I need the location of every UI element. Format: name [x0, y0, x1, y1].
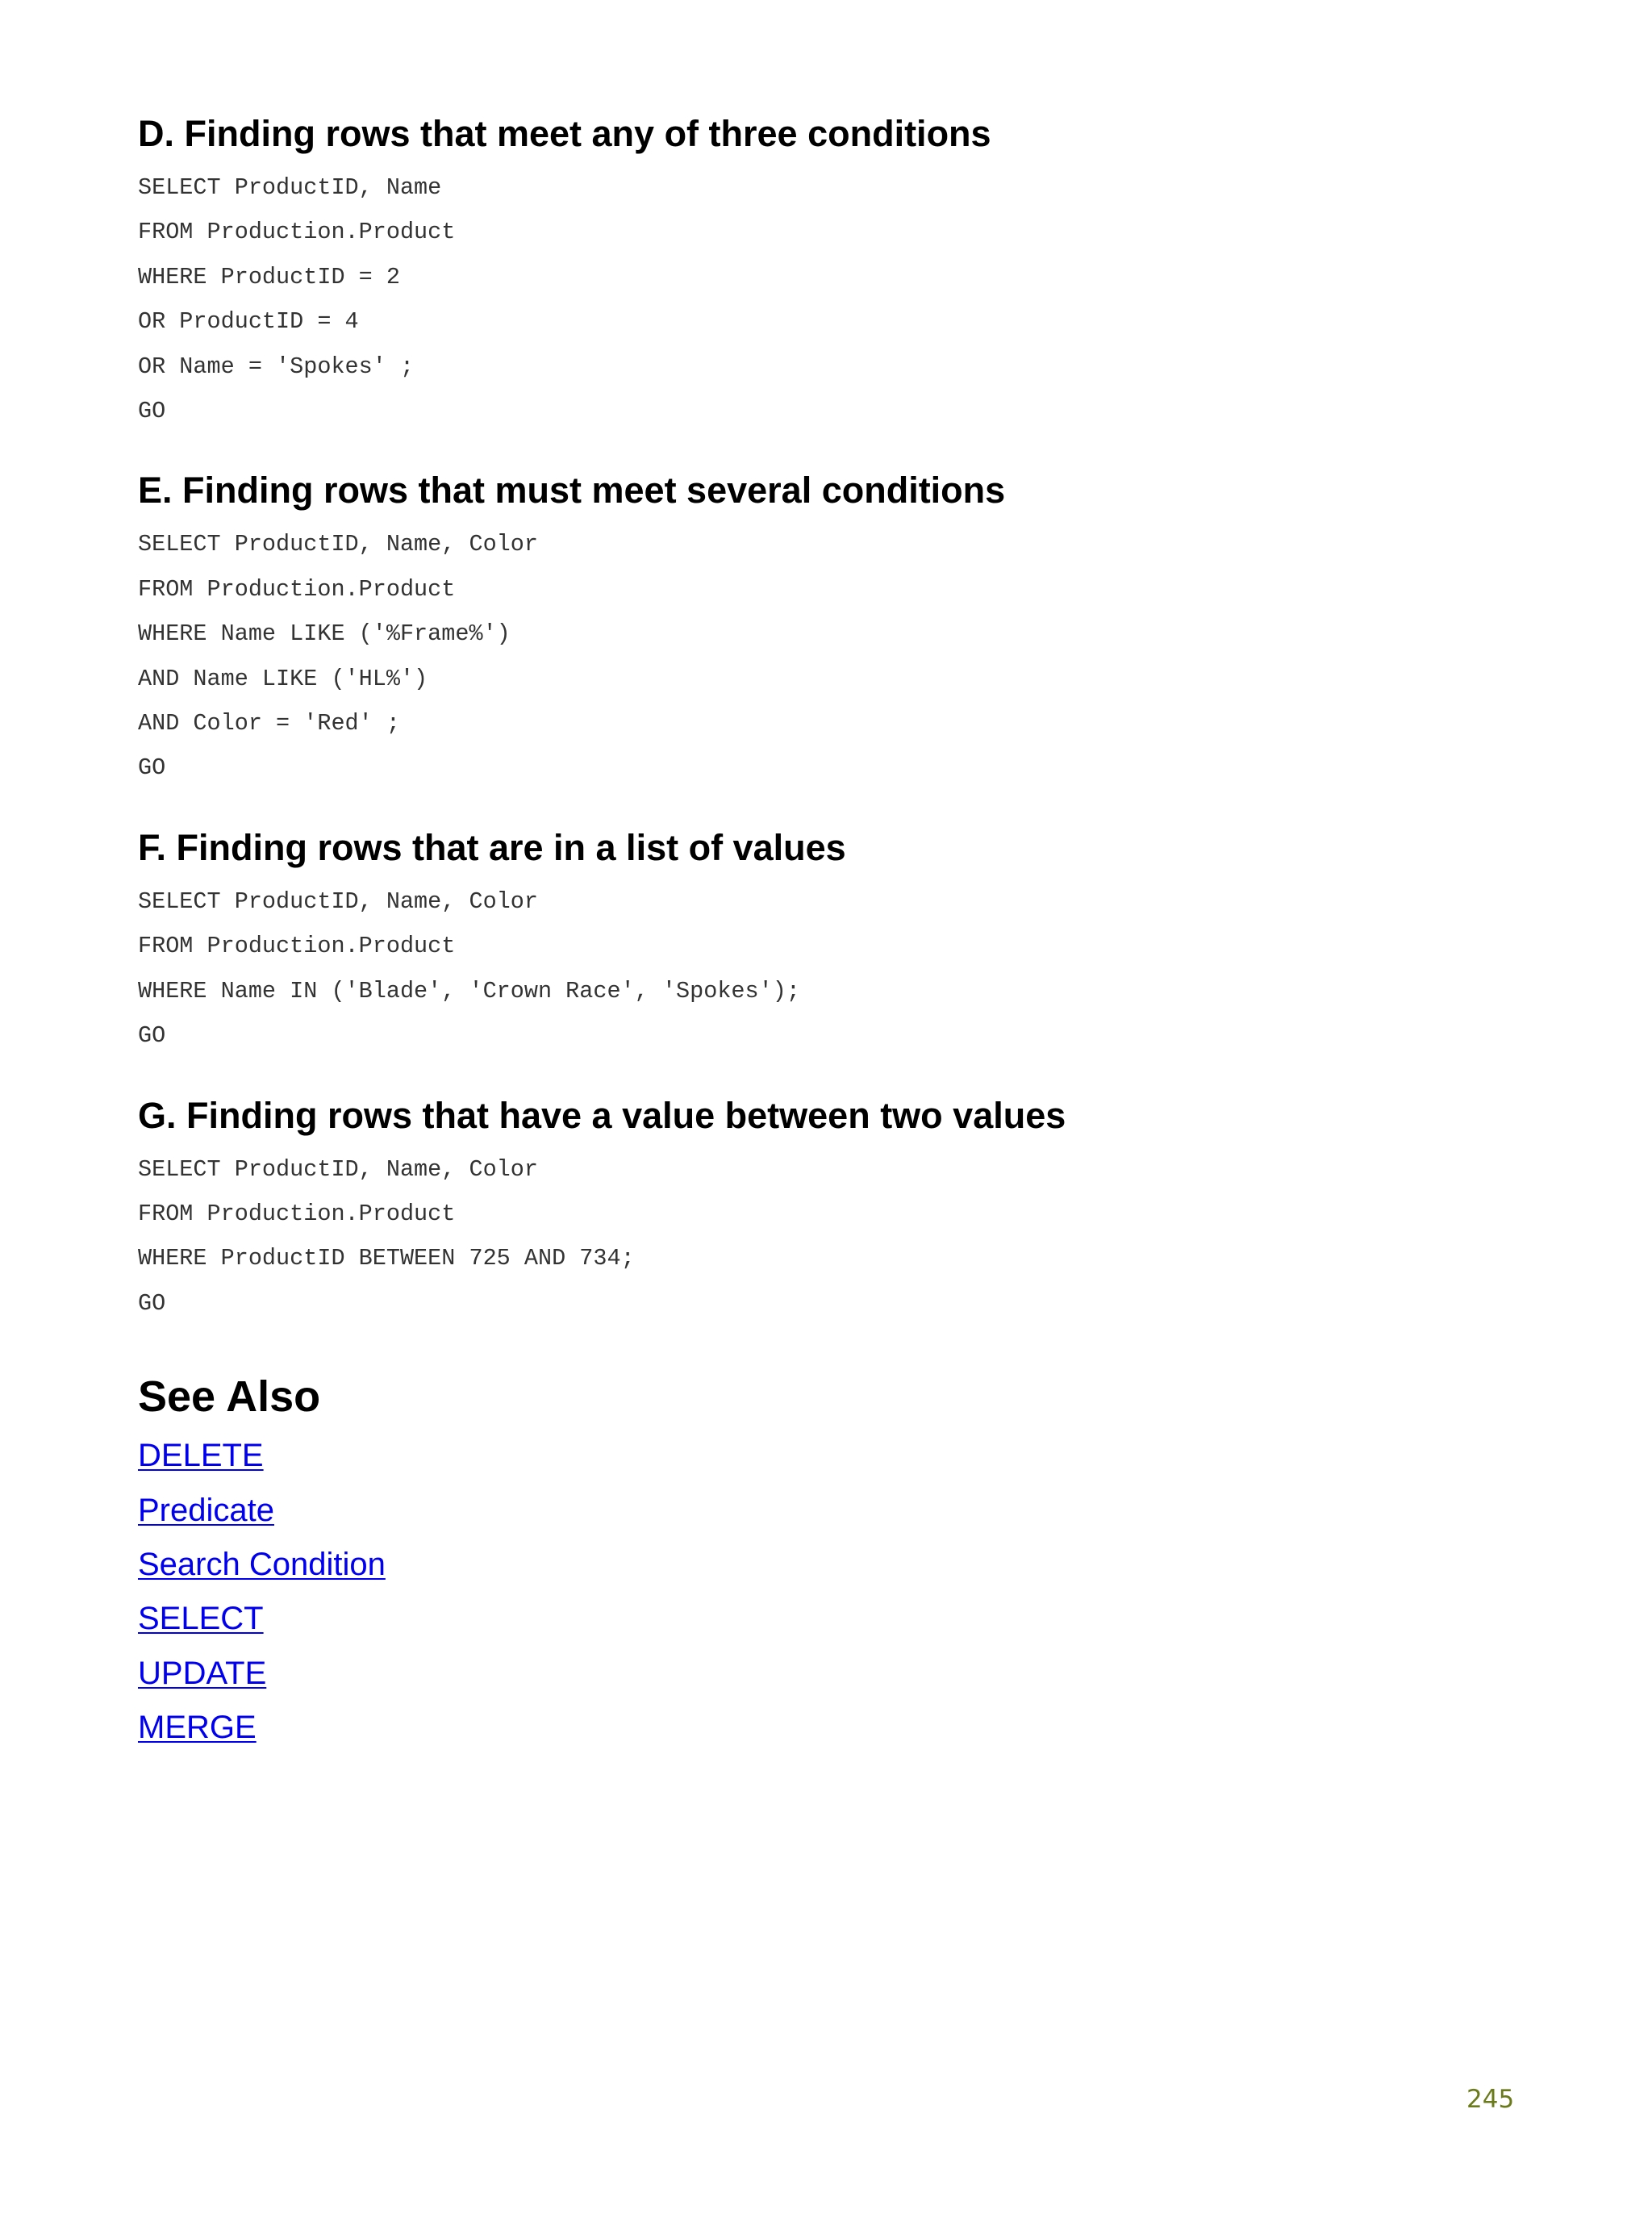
- section-heading: D. Finding rows that meet any of three conditions: [138, 113, 991, 154]
- page-number: 245: [1466, 2085, 1515, 2114]
- code-line: GO: [138, 754, 166, 782]
- code-line: SELECT ProductID, Name, Color: [138, 1155, 538, 1183]
- code-line: WHERE Name IN ('Blade', 'Crown Race', 'Spokes');: [138, 977, 800, 1004]
- link-delete[interactable]: DELETE: [138, 1438, 264, 1474]
- code-line: SELECT ProductID, Name: [138, 174, 442, 201]
- list-item: [138, 1701, 1509, 1755]
- section-heading: G. Finding rows that have a value between two values: [138, 1094, 1066, 1136]
- code-line: FROM Production.Product: [138, 933, 456, 960]
- code-line: AND Name LIKE ('HL%'): [138, 665, 428, 692]
- list-item: [138, 1538, 1509, 1592]
- code-line: GO: [138, 1022, 166, 1050]
- code-line: FROM Production.Product: [138, 219, 456, 246]
- link-predicate[interactable]: Predicate: [138, 1492, 274, 1528]
- see-also-link-list: [138, 1429, 1509, 1755]
- see-also-title: See Also: [138, 1372, 321, 1422]
- code-line: WHERE Name LIKE ('%Frame%'): [138, 620, 511, 648]
- list-item: [138, 1592, 1509, 1646]
- code-line: SELECT ProductID, Name, Color: [138, 531, 538, 558]
- code-block: [138, 879, 1509, 1059]
- code-line: FROM Production.Product: [138, 575, 456, 603]
- code-block: [138, 1147, 1509, 1326]
- section-heading: F. Finding rows that are in a list of values: [138, 826, 846, 868]
- document-page: [138, 109, 1509, 1756]
- code-line: SELECT ProductID, Name, Color: [138, 887, 538, 915]
- section-heading: E. Finding rows that must meet several conditions: [138, 470, 1006, 512]
- list-item: [138, 1484, 1509, 1538]
- list-item: [138, 1429, 1509, 1483]
- code-line: FROM Production.Product: [138, 1200, 456, 1227]
- section-d: [138, 109, 1509, 433]
- code-line: OR ProductID = 4: [138, 308, 359, 336]
- code-line: WHERE ProductID = 2: [138, 263, 400, 290]
- code-line: AND Color = 'Red' ;: [138, 710, 400, 737]
- code-block: [138, 165, 1509, 433]
- section-f: [138, 823, 1509, 1059]
- link-merge[interactable]: MERGE: [138, 1710, 257, 1746]
- code-line: OR Name = 'Spokes' ;: [138, 353, 415, 380]
- link-update[interactable]: UPDATE: [138, 1655, 267, 1691]
- code-line: WHERE ProductID BETWEEN 725 AND 734;: [138, 1245, 635, 1272]
- link-select[interactable]: SELECT: [138, 1601, 264, 1637]
- list-item: [138, 1647, 1509, 1701]
- section-g: [138, 1091, 1509, 1326]
- code-block: [138, 522, 1509, 790]
- link-search-condition[interactable]: Search Condition: [138, 1546, 386, 1582]
- section-e: [138, 466, 1509, 790]
- code-line: GO: [138, 1289, 166, 1317]
- code-line: GO: [138, 398, 166, 425]
- see-also-section: [138, 1368, 1509, 1755]
